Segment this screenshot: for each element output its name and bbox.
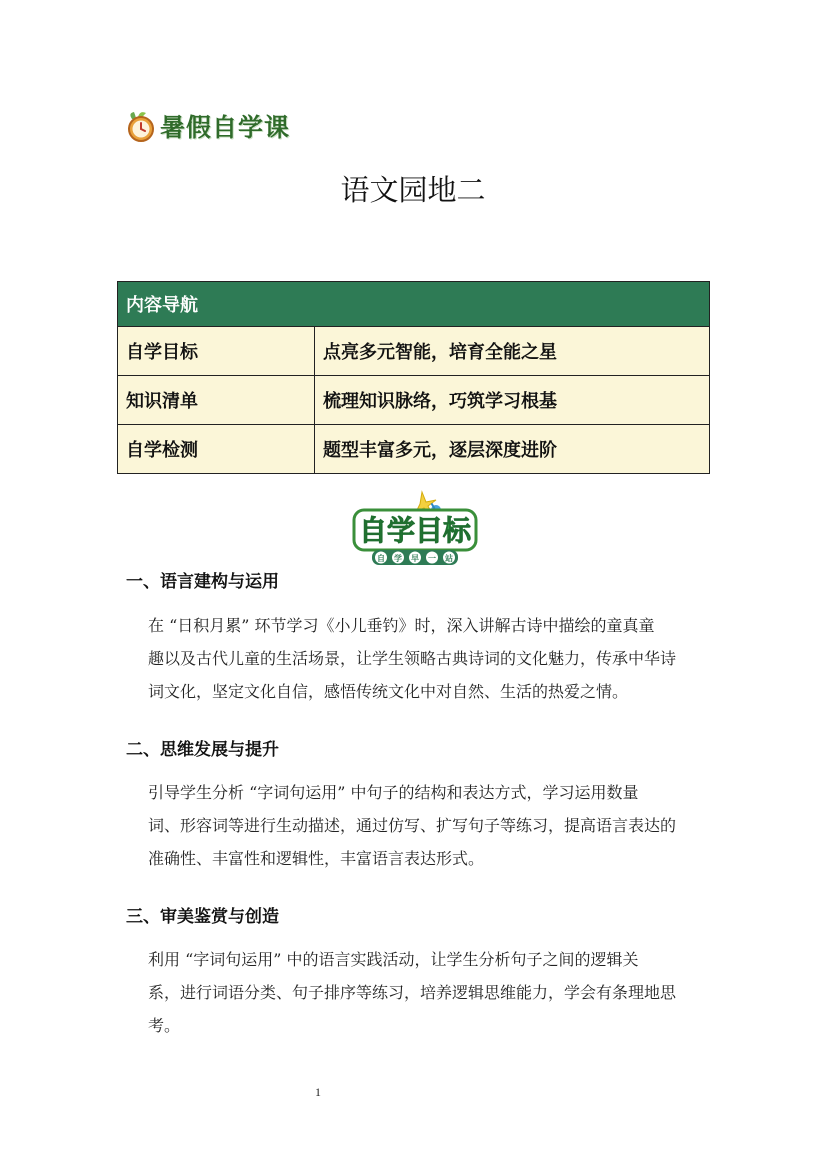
row-label: 自学目标	[118, 327, 315, 376]
table-header-row	[118, 282, 710, 327]
content-nav-table	[117, 281, 710, 474]
table-row	[118, 376, 710, 425]
section-heading: 一、语言建构与运用	[126, 572, 279, 592]
badge-main-text: 自学目标	[358, 514, 472, 547]
logo-text: 暑假自学课	[160, 113, 291, 142]
page-number: 1	[315, 1085, 321, 1099]
paragraph-line: 准确性、丰富性和逻辑性，丰富语言表达形式。	[148, 849, 485, 868]
row-value: 梳理知识脉络，巧筑学习根基	[315, 376, 710, 425]
paragraph-line: 考。	[148, 1016, 181, 1035]
badge-sub-char: 早	[411, 554, 419, 563]
table-heading: 内容导航	[118, 282, 710, 327]
row-label: 自学检测	[118, 425, 315, 474]
row-label: 知识清单	[118, 376, 315, 425]
paragraph-line: 词文化，坚定文化自信，感悟传统文化中对自然、生活的热爱之情。	[148, 682, 629, 701]
section-badge	[350, 488, 480, 570]
paragraph-line: 在 “日积月累” 环节学习《小儿垂钓》时，深入讲解古诗中描绘的童真童	[148, 616, 655, 635]
badge-sub-char: 一	[428, 554, 436, 563]
section-heading: 二、思维发展与提升	[126, 740, 279, 760]
badge-sub-char: 站	[445, 554, 453, 563]
brand-logo	[124, 108, 290, 144]
paragraph-line: 词、形容词等进行生动描述，通过仿写、扩写句子等练习，提高语言表达的	[148, 816, 677, 835]
page-title: 语文园地二	[340, 173, 486, 207]
section-paragraph	[148, 776, 704, 875]
paragraph-line: 系，进行词语分类、句子排序等练习，培养逻辑思维能力，学会有条理地思	[148, 983, 677, 1002]
clock-icon	[124, 109, 158, 143]
table-row	[118, 425, 710, 474]
section-paragraph	[148, 609, 704, 708]
row-value: 点亮多元智能，培育全能之星	[315, 327, 710, 376]
section-paragraph	[148, 943, 704, 1042]
badge-sub-char: 学	[394, 554, 402, 563]
row-value: 题型丰富多元，逐层深度进阶	[315, 425, 710, 474]
section-heading: 三、审美鉴赏与创造	[126, 907, 279, 927]
paragraph-line: 引导学生分析 “字词句运用” 中句子的结构和表达方式，学习运用数量	[148, 783, 639, 802]
badge-sub-char: 自	[377, 554, 385, 563]
paragraph-line: 利用 “字词句运用” 中的语言实践活动，让学生分析句子之间的逻辑关	[148, 950, 639, 969]
paragraph-line: 趣以及古代儿童的生活场景，让学生领略古典诗词的文化魅力，传承中华诗	[148, 649, 677, 668]
table-row	[118, 327, 710, 376]
